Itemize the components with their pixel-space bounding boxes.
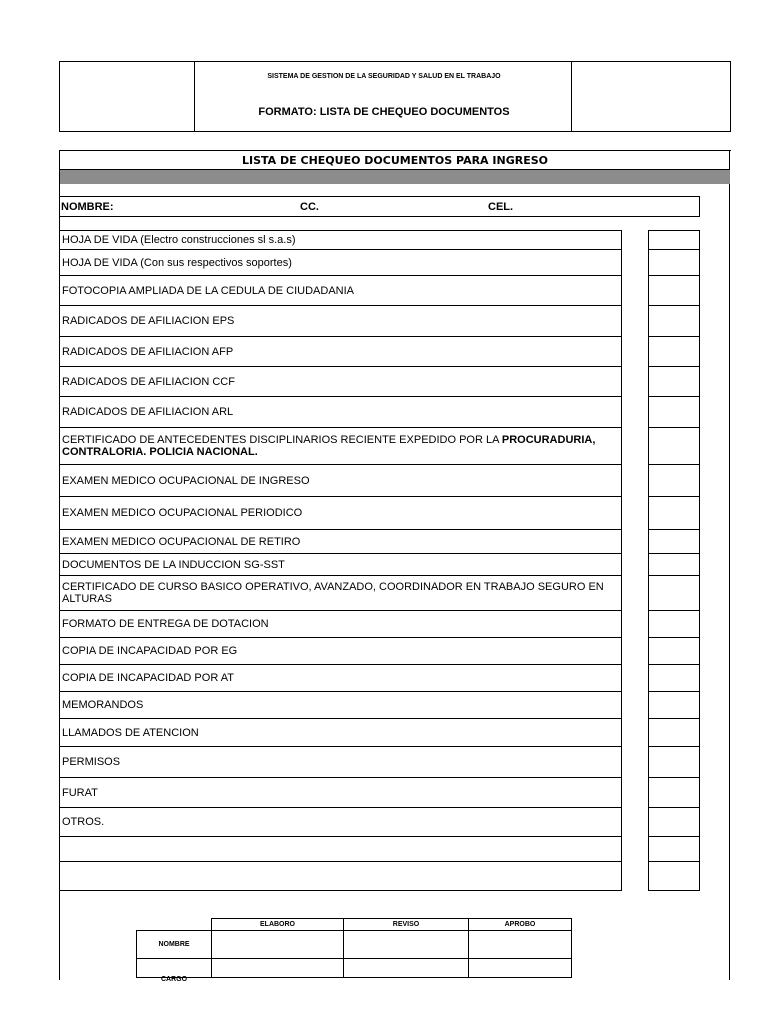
checklist-item-text [62, 727, 199, 739]
checklist-item [59, 465, 622, 497]
checklist-item-label: HOJA DE VIDA (Electro construcciones sl s.a.s) [62, 234, 296, 246]
frame-right-border [729, 150, 730, 980]
checklist-item-text [62, 645, 237, 657]
checklist-item-label: HOJA DE VIDA (Con sus respectivos soportes) [62, 256, 292, 269]
checklist-item [59, 719, 622, 747]
checklist-item-label: MEMORANDOS [62, 699, 144, 711]
checklist-checkbox[interactable] [648, 497, 700, 530]
checklist-checkbox[interactable] [648, 276, 700, 306]
sig-cell[interactable] [211, 930, 344, 959]
checklist-checkbox[interactable] [648, 530, 700, 554]
checklist-item-text [62, 285, 354, 297]
checklist-item-label: COPIA DE INCAPACIDAD POR EG [62, 645, 238, 657]
checklist-checkbox[interactable] [648, 230, 700, 250]
checklist-checkbox[interactable] [648, 611, 700, 638]
checklist-item [59, 554, 622, 576]
checklist-checkbox[interactable] [648, 367, 700, 397]
checklist-item [59, 428, 622, 465]
checklist-item-text [62, 756, 120, 768]
checklist-item [59, 611, 622, 638]
checklist-item-label: EXAMEN MEDICO OCUPACIONAL PERIODICO [62, 507, 303, 519]
checklist-item [59, 276, 622, 306]
checklist-item [59, 497, 622, 530]
checklist-item [59, 808, 622, 837]
checklist-item [59, 638, 622, 665]
checklist-item-label: FORMATO DE ENTREGA DE DOTACION [62, 618, 269, 630]
checklist-item [59, 250, 622, 276]
checklist-item [59, 337, 622, 367]
sig-row-label: CARGO [160, 976, 188, 983]
checklist-item-label: EXAMEN MEDICO OCUPACIONAL DE RETIRO [62, 535, 301, 548]
checklist-checkbox[interactable] [648, 428, 700, 465]
sig-col-label: REVISO [392, 921, 420, 928]
checklist-title: LISTA DE CHEQUEO DOCUMENTOS PARA INGRESO [60, 151, 730, 170]
checklist-checkbox[interactable] [648, 337, 700, 367]
checklist-item [59, 837, 622, 862]
checklist-checkbox[interactable] [648, 837, 700, 862]
checklist-item-label: COPIA DE INCAPACIDAD POR AT [62, 672, 234, 684]
sig-col-label: ELABORO [260, 921, 295, 928]
checklist-checkbox[interactable] [648, 554, 700, 576]
checklist-checkbox[interactable] [648, 306, 700, 337]
checklist-item-text [62, 434, 621, 458]
checklist-item-label: RADICADOS DE AFILIACION EPS [62, 315, 235, 327]
checklist-item [59, 747, 622, 778]
checklist-item-label: LLAMADOS DE ATENCION [62, 726, 199, 739]
checklist-item [59, 778, 622, 808]
sig-row-nombre [136, 930, 212, 959]
checklist-item-label: RADICADOS DE AFILIACION ARL [62, 406, 234, 418]
checklist-item [59, 367, 622, 397]
checklist-checkbox[interactable] [648, 808, 700, 837]
format-title: FORMATO: LISTA DE CHEQUEO DOCUMENTOS [258, 106, 510, 118]
checklist-item-label: OTROS. [62, 816, 105, 828]
checklist-item-text [62, 406, 233, 418]
checklist-item-text [62, 618, 269, 630]
name-label: NOMBRE: [61, 201, 114, 213]
checklist-checkbox[interactable] [648, 665, 700, 692]
checklist-checkbox[interactable] [648, 747, 700, 778]
cc-label: CC. [300, 201, 319, 213]
checklist-item [59, 306, 622, 337]
checklist-item-bold: PROCURADURIA, CONTRALORIA. POLICIA NACIONAL. [62, 434, 596, 458]
checklist-item [59, 230, 622, 250]
checklist-item-text [62, 559, 285, 571]
checklist-checkbox[interactable] [648, 250, 700, 276]
checklist-checkbox[interactable] [648, 397, 700, 428]
cel-label: CEL. [488, 201, 514, 213]
checklist-item-label: FURAT [62, 786, 98, 799]
checklist-item-label: CERTIFICADO DE CURSO BASICO OPERATIVO, AVANZADO, COORDINADOR EN TRABAJO SEGURO EN ALTURAS [62, 581, 604, 605]
checklist-item-text [62, 581, 621, 605]
checklist-item [59, 665, 622, 692]
checklist-checkbox[interactable] [648, 719, 700, 747]
checklist-item-text [62, 507, 302, 519]
checklist-item [59, 692, 622, 719]
checklist-item-text [62, 699, 143, 711]
checklist-item-text [62, 672, 234, 684]
checklist-item-text [62, 376, 235, 388]
checklist-item-label: FOTOCOPIA AMPLIADA DE LA CEDULA DE CIUDADANIA [62, 284, 354, 297]
checklist-item-text [62, 234, 296, 246]
gray-band [60, 170, 730, 184]
checklist-item-label: PERMISOS [62, 756, 121, 768]
system-title: SISTEMA DE GESTION DE LA SEGURIDAD Y SALUD EN EL TRABAJO [267, 73, 501, 80]
sig-cell[interactable] [468, 958, 572, 978]
checklist-checkbox[interactable] [648, 576, 700, 611]
checklist-item-text [62, 787, 98, 799]
sig-cell[interactable] [343, 958, 469, 978]
checklist-checkbox[interactable] [648, 638, 700, 665]
checklist-item [59, 576, 622, 611]
header-logo-cell [60, 62, 195, 131]
checklist-item-label: DOCUMENTOS DE LA INDUCCION SG-SST [62, 558, 285, 571]
checklist-checkbox[interactable] [648, 465, 700, 497]
checklist-item-text [62, 475, 310, 487]
sig-cell[interactable] [468, 930, 572, 959]
sig-row-label: NOMBRE [158, 941, 190, 948]
checklist-item [59, 530, 622, 554]
checklist-item-label: RADICADOS DE AFILIACION AFP [62, 345, 234, 358]
checklist-item-text [62, 257, 292, 269]
checklist-checkbox[interactable] [648, 862, 700, 891]
document-header [59, 61, 731, 132]
checklist-checkbox[interactable] [648, 692, 700, 719]
sig-col-label: APROBO [504, 921, 536, 928]
checklist-item-label: CERTIFICADO DE ANTECEDENTES DISCIPLINARIOS RECIENTE EXPEDIDO POR LA [62, 434, 502, 446]
name-row [59, 196, 700, 217]
header-code-cell [571, 62, 730, 131]
checklist-checkbox[interactable] [648, 778, 700, 808]
sig-row-cargo [136, 958, 212, 983]
checklist-item [59, 397, 622, 428]
checklist-item-text [62, 346, 233, 358]
checklist-item-text [62, 315, 234, 327]
checklist-item-text [62, 816, 104, 828]
checklist-item [59, 862, 622, 891]
sig-cell[interactable] [343, 930, 469, 959]
sig-cell[interactable] [211, 958, 344, 978]
checklist-item-text [62, 536, 300, 548]
checklist-item-label: EXAMEN MEDICO OCUPACIONAL DE INGRESO [62, 474, 310, 487]
checklist-item-label: RADICADOS DE AFILIACION CCF [62, 375, 235, 388]
